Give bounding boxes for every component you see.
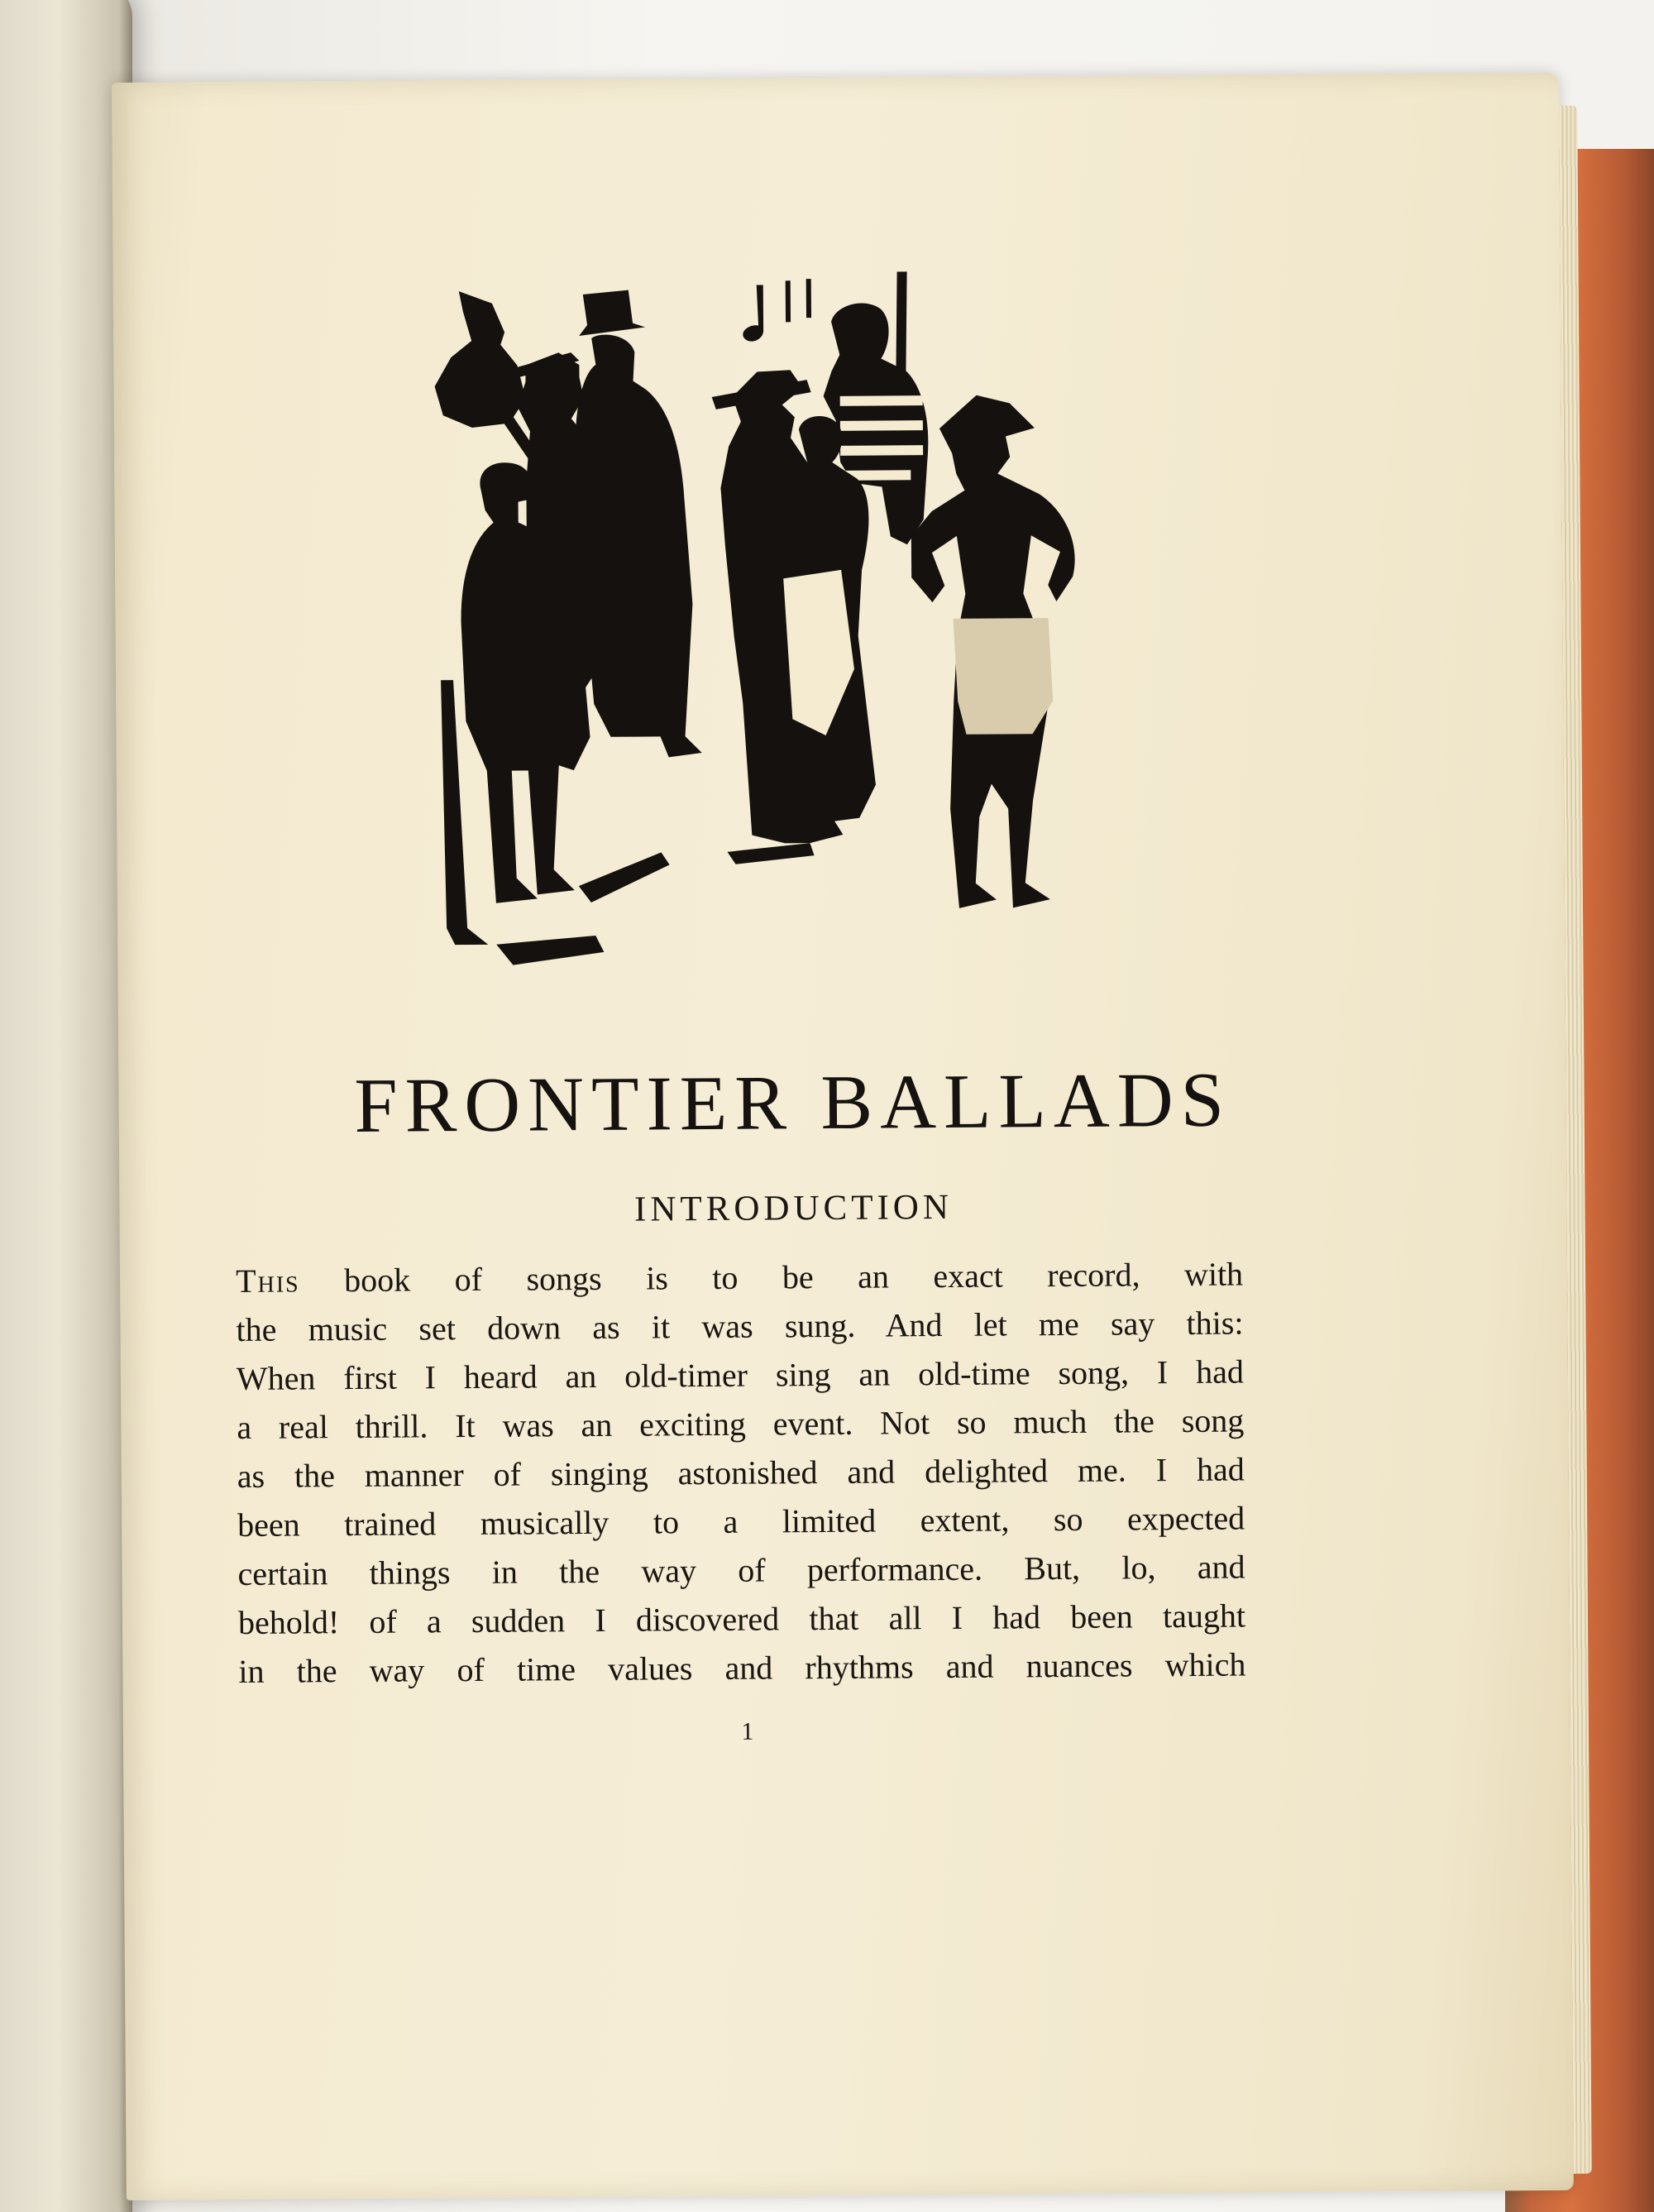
- body-line: [237, 1396, 1244, 1452]
- body-line: [238, 1591, 1245, 1647]
- book-title: FRONTIER BALLADS: [353, 1056, 1232, 1149]
- book-page: [112, 73, 1574, 2200]
- body-line-text: been trained musically to a limited extent, so expected: [237, 1499, 1245, 1544]
- body-line-text: as the manner of singing astonished and delighted me. I had: [237, 1450, 1245, 1495]
- body-line-text: When first I heard an old-timer sing an old-time song, I had: [236, 1353, 1245, 1397]
- woodcut-figures-illustration: [393, 269, 1246, 1102]
- music-note-icon: [743, 285, 763, 342]
- body-line-text: behold! of a sudden I discovered that all I had been taught: [237, 1597, 1246, 1641]
- body-line-text: certain things in the way of performance. But, lo, and: [237, 1548, 1245, 1592]
- left-page-curl: [0, 0, 132, 2212]
- body-text: [236, 1249, 1246, 1695]
- body-line: [236, 1298, 1243, 1354]
- body-line-lead: This: [235, 1262, 300, 1300]
- body-line-text: the music set down as it was sung. And let me say this:: [236, 1304, 1244, 1348]
- body-line: [238, 1640, 1245, 1696]
- body-line-text: in the way of time values and rhythms and nuances which: [238, 1645, 1246, 1690]
- bindle-icon: [434, 291, 526, 429]
- body-line: [237, 1542, 1245, 1598]
- figure-top-hat-man: [579, 290, 645, 337]
- body-line-text: a real thrill. It was an exciting event. Not so much the song: [237, 1401, 1245, 1446]
- body-line: [236, 1249, 1243, 1305]
- body-line: [237, 1444, 1245, 1501]
- page-number: 1: [741, 1717, 754, 1745]
- body-line: [237, 1347, 1244, 1403]
- body-line: [237, 1493, 1245, 1549]
- body-line-text: book of songs is to be an exact record, with: [299, 1255, 1244, 1300]
- section-heading: INTRODUCTION: [633, 1187, 954, 1229]
